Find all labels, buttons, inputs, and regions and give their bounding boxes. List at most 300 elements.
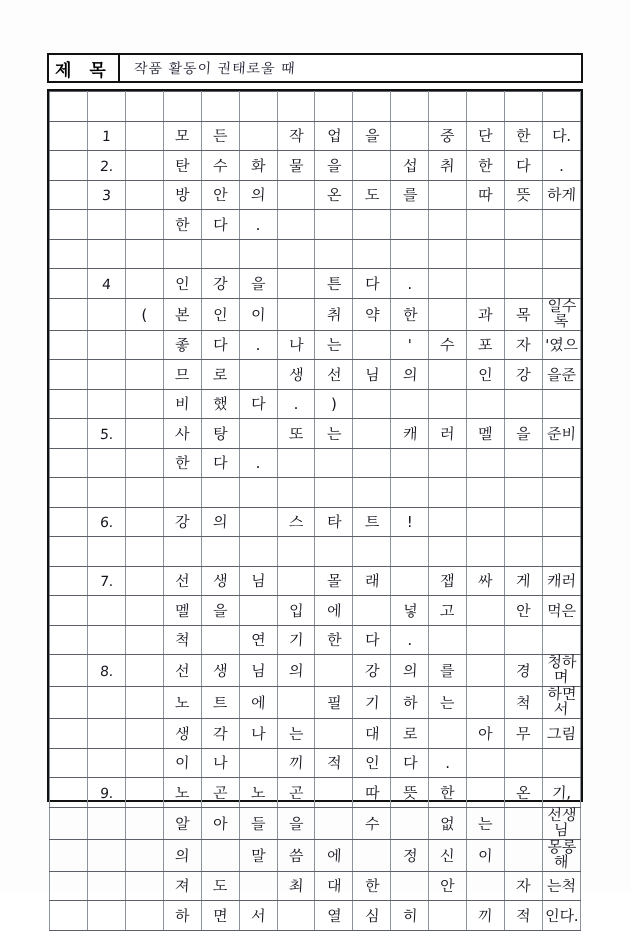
manuscript-cell[interactable]: [542, 719, 580, 749]
manuscript-cell[interactable]: [87, 839, 125, 871]
manuscript-cell[interactable]: [353, 807, 391, 839]
manuscript-cell[interactable]: [277, 478, 315, 508]
manuscript-cell[interactable]: [542, 298, 580, 330]
manuscript-cell[interactable]: [429, 269, 467, 299]
manuscript-cell[interactable]: [201, 719, 239, 749]
manuscript-cell[interactable]: [505, 389, 543, 419]
manuscript-cell[interactable]: [277, 839, 315, 871]
manuscript-cell[interactable]: [201, 596, 239, 626]
manuscript-cell[interactable]: [239, 478, 277, 508]
manuscript-cell[interactable]: [277, 596, 315, 626]
manuscript-cell[interactable]: [505, 901, 543, 931]
manuscript-cell[interactable]: [163, 807, 201, 839]
manuscript-cell[interactable]: [87, 871, 125, 901]
manuscript-cell[interactable]: [277, 778, 315, 808]
manuscript-cell[interactable]: [353, 537, 391, 567]
manuscript-cell[interactable]: [505, 507, 543, 537]
manuscript-cell[interactable]: [353, 507, 391, 537]
manuscript-cell[interactable]: [505, 596, 543, 626]
manuscript-cell[interactable]: [201, 448, 239, 478]
manuscript-cell[interactable]: [505, 269, 543, 299]
manuscript-cell[interactable]: [87, 537, 125, 567]
manuscript-cell[interactable]: [542, 269, 580, 299]
manuscript-cell[interactable]: [353, 269, 391, 299]
manuscript-cell[interactable]: [239, 839, 277, 871]
manuscript-cell[interactable]: [239, 596, 277, 626]
manuscript-cell[interactable]: [315, 298, 353, 330]
manuscript-cell[interactable]: [239, 687, 277, 719]
manuscript-cell[interactable]: [429, 239, 467, 269]
manuscript-cell[interactable]: [125, 719, 163, 749]
manuscript-cell[interactable]: [125, 748, 163, 778]
manuscript-cell[interactable]: [87, 778, 125, 808]
manuscript-cell[interactable]: [315, 448, 353, 478]
manuscript-cell[interactable]: [505, 151, 543, 181]
manuscript-cell[interactable]: [542, 871, 580, 901]
manuscript-cell[interactable]: [163, 901, 201, 931]
manuscript-cell[interactable]: [239, 807, 277, 839]
manuscript-cell[interactable]: [163, 151, 201, 181]
manuscript-cell[interactable]: [353, 655, 391, 687]
manuscript-cell[interactable]: [277, 419, 315, 449]
manuscript-cell[interactable]: [315, 871, 353, 901]
manuscript-cell[interactable]: [467, 537, 505, 567]
manuscript-cell[interactable]: [50, 901, 88, 931]
manuscript-cell[interactable]: [353, 151, 391, 181]
manuscript-cell[interactable]: [125, 210, 163, 240]
manuscript-cell[interactable]: [201, 298, 239, 330]
manuscript-cell[interactable]: [87, 807, 125, 839]
manuscript-cell[interactable]: [201, 419, 239, 449]
manuscript-cell[interactable]: [505, 239, 543, 269]
manuscript-cell[interactable]: [87, 566, 125, 596]
manuscript-cell[interactable]: [391, 839, 429, 871]
manuscript-cell[interactable]: [239, 871, 277, 901]
manuscript-cell[interactable]: [87, 419, 125, 449]
manuscript-cell[interactable]: [353, 596, 391, 626]
manuscript-cell[interactable]: [429, 839, 467, 871]
manuscript-cell[interactable]: [201, 478, 239, 508]
manuscript-cell[interactable]: [505, 298, 543, 330]
manuscript-cell[interactable]: [542, 655, 580, 687]
manuscript-cell[interactable]: [505, 748, 543, 778]
manuscript-cell[interactable]: [201, 180, 239, 210]
manuscript-cell[interactable]: [391, 239, 429, 269]
manuscript-cell[interactable]: [87, 448, 125, 478]
manuscript-cell[interactable]: [201, 210, 239, 240]
manuscript-cell[interactable]: [505, 871, 543, 901]
manuscript-cell[interactable]: [505, 839, 543, 871]
manuscript-cell[interactable]: [50, 121, 88, 151]
manuscript-cell[interactable]: [50, 389, 88, 419]
manuscript-cell[interactable]: [505, 778, 543, 808]
manuscript-cell[interactable]: [201, 748, 239, 778]
manuscript-cell[interactable]: [201, 507, 239, 537]
manuscript-cell[interactable]: [277, 566, 315, 596]
manuscript-cell[interactable]: [315, 839, 353, 871]
manuscript-cell[interactable]: [353, 298, 391, 330]
manuscript-cell[interactable]: [542, 807, 580, 839]
manuscript-cell[interactable]: [542, 839, 580, 871]
manuscript-cell[interactable]: [50, 419, 88, 449]
manuscript-cell[interactable]: [353, 566, 391, 596]
manuscript-cell[interactable]: [163, 655, 201, 687]
manuscript-cell[interactable]: [87, 719, 125, 749]
manuscript-cell[interactable]: [315, 419, 353, 449]
manuscript-cell[interactable]: [315, 92, 353, 122]
manuscript-cell[interactable]: [163, 478, 201, 508]
manuscript-cell[interactable]: [239, 330, 277, 360]
manuscript-cell[interactable]: [125, 389, 163, 419]
manuscript-cell[interactable]: [277, 121, 315, 151]
manuscript-cell[interactable]: [87, 330, 125, 360]
manuscript-cell[interactable]: [542, 389, 580, 419]
manuscript-cell[interactable]: [50, 566, 88, 596]
manuscript-cell[interactable]: [239, 92, 277, 122]
manuscript-cell[interactable]: [277, 92, 315, 122]
manuscript-cell[interactable]: [542, 901, 580, 931]
manuscript-cell[interactable]: [353, 360, 391, 390]
manuscript-cell[interactable]: [239, 448, 277, 478]
manuscript-cell[interactable]: [429, 448, 467, 478]
manuscript-cell[interactable]: [505, 92, 543, 122]
manuscript-cell[interactable]: [163, 448, 201, 478]
manuscript-cell[interactable]: [429, 687, 467, 719]
manuscript-cell[interactable]: [467, 330, 505, 360]
manuscript-cell[interactable]: [50, 778, 88, 808]
manuscript-cell[interactable]: [542, 625, 580, 655]
manuscript-cell[interactable]: [315, 778, 353, 808]
manuscript-cell[interactable]: [277, 239, 315, 269]
manuscript-cell[interactable]: [163, 719, 201, 749]
manuscript-cell[interactable]: [163, 298, 201, 330]
manuscript-cell[interactable]: [542, 507, 580, 537]
manuscript-cell[interactable]: [315, 719, 353, 749]
manuscript-cell[interactable]: [391, 298, 429, 330]
manuscript-cell[interactable]: [87, 389, 125, 419]
manuscript-cell[interactable]: [50, 596, 88, 626]
manuscript-cell[interactable]: [467, 719, 505, 749]
manuscript-cell[interactable]: [277, 807, 315, 839]
manuscript-cell[interactable]: [467, 625, 505, 655]
manuscript-cell[interactable]: [429, 389, 467, 419]
manuscript-cell[interactable]: [201, 121, 239, 151]
manuscript-cell[interactable]: [353, 239, 391, 269]
manuscript-cell[interactable]: [353, 389, 391, 419]
manuscript-cell[interactable]: [391, 448, 429, 478]
manuscript-cell[interactable]: [201, 687, 239, 719]
manuscript-cell[interactable]: [353, 92, 391, 122]
manuscript-cell[interactable]: [542, 239, 580, 269]
manuscript-cell[interactable]: [239, 121, 277, 151]
manuscript-cell[interactable]: [163, 330, 201, 360]
manuscript-cell[interactable]: [201, 360, 239, 390]
manuscript-cell[interactable]: [277, 269, 315, 299]
manuscript-cell[interactable]: [505, 655, 543, 687]
manuscript-cell[interactable]: [429, 507, 467, 537]
manuscript-cell[interactable]: [87, 210, 125, 240]
manuscript-cell[interactable]: [163, 871, 201, 901]
manuscript-cell[interactable]: [353, 180, 391, 210]
manuscript-cell[interactable]: [50, 871, 88, 901]
manuscript-cell[interactable]: [429, 360, 467, 390]
manuscript-cell[interactable]: [467, 839, 505, 871]
manuscript-cell[interactable]: [505, 330, 543, 360]
manuscript-cell[interactable]: [277, 180, 315, 210]
manuscript-cell[interactable]: [125, 537, 163, 567]
manuscript-cell[interactable]: [87, 121, 125, 151]
manuscript-cell[interactable]: [163, 180, 201, 210]
manuscript-cell[interactable]: [315, 389, 353, 419]
manuscript-cell[interactable]: [277, 389, 315, 419]
manuscript-cell[interactable]: [542, 92, 580, 122]
manuscript-cell[interactable]: [429, 596, 467, 626]
manuscript-cell[interactable]: [87, 478, 125, 508]
manuscript-cell[interactable]: [277, 748, 315, 778]
manuscript-cell[interactable]: [50, 360, 88, 390]
manuscript-cell[interactable]: [353, 778, 391, 808]
manuscript-cell[interactable]: [277, 448, 315, 478]
manuscript-cell[interactable]: [505, 719, 543, 749]
manuscript-cell[interactable]: [125, 269, 163, 299]
manuscript-cell[interactable]: [467, 419, 505, 449]
manuscript-cell[interactable]: [50, 655, 88, 687]
manuscript-cell[interactable]: [429, 537, 467, 567]
manuscript-cell[interactable]: [542, 566, 580, 596]
manuscript-cell[interactable]: [277, 537, 315, 567]
manuscript-cell[interactable]: [277, 330, 315, 360]
manuscript-cell[interactable]: [391, 180, 429, 210]
manuscript-cell[interactable]: [353, 478, 391, 508]
manuscript-cell[interactable]: [163, 360, 201, 390]
manuscript-cell[interactable]: [277, 625, 315, 655]
manuscript-cell[interactable]: [467, 748, 505, 778]
manuscript-cell[interactable]: [391, 901, 429, 931]
manuscript-cell[interactable]: [315, 687, 353, 719]
manuscript-cell[interactable]: [353, 719, 391, 749]
manuscript-cell[interactable]: [125, 507, 163, 537]
manuscript-cell[interactable]: [239, 239, 277, 269]
manuscript-cell[interactable]: [125, 596, 163, 626]
manuscript-cell[interactable]: [467, 92, 505, 122]
manuscript-cell[interactable]: [87, 901, 125, 931]
manuscript-cell[interactable]: [542, 330, 580, 360]
manuscript-cell[interactable]: [505, 448, 543, 478]
manuscript-cell[interactable]: [201, 330, 239, 360]
manuscript-cell[interactable]: [239, 719, 277, 749]
manuscript-cell[interactable]: [429, 419, 467, 449]
manuscript-cell[interactable]: [125, 330, 163, 360]
manuscript-cell[interactable]: [315, 121, 353, 151]
manuscript-cell[interactable]: [467, 239, 505, 269]
manuscript-cell[interactable]: [163, 507, 201, 537]
manuscript-cell[interactable]: [50, 151, 88, 181]
manuscript-cell[interactable]: [201, 655, 239, 687]
manuscript-cell[interactable]: [125, 298, 163, 330]
manuscript-cell[interactable]: [163, 566, 201, 596]
manuscript-cell[interactable]: [353, 625, 391, 655]
manuscript-cell[interactable]: [429, 151, 467, 181]
manuscript-cell[interactable]: [467, 151, 505, 181]
manuscript-cell[interactable]: [163, 778, 201, 808]
manuscript-cell[interactable]: [467, 269, 505, 299]
manuscript-cell[interactable]: [353, 210, 391, 240]
manuscript-cell[interactable]: [125, 239, 163, 269]
manuscript-cell[interactable]: [391, 807, 429, 839]
manuscript-cell[interactable]: [50, 507, 88, 537]
manuscript-cell[interactable]: [163, 269, 201, 299]
manuscript-cell[interactable]: [277, 687, 315, 719]
manuscript-cell[interactable]: [239, 360, 277, 390]
manuscript-cell[interactable]: [50, 210, 88, 240]
manuscript-cell[interactable]: [201, 807, 239, 839]
manuscript-cell[interactable]: [201, 537, 239, 567]
manuscript-cell[interactable]: [505, 360, 543, 390]
manuscript-cell[interactable]: [239, 269, 277, 299]
manuscript-cell[interactable]: [505, 625, 543, 655]
manuscript-cell[interactable]: [391, 566, 429, 596]
manuscript-cell[interactable]: [542, 121, 580, 151]
manuscript-cell[interactable]: [315, 180, 353, 210]
manuscript-cell[interactable]: [467, 871, 505, 901]
manuscript-cell[interactable]: [505, 478, 543, 508]
manuscript-cell[interactable]: [391, 360, 429, 390]
manuscript-cell[interactable]: [87, 625, 125, 655]
manuscript-cell[interactable]: [429, 92, 467, 122]
manuscript-cell[interactable]: [429, 478, 467, 508]
manuscript-cell[interactable]: [239, 537, 277, 567]
manuscript-cell[interactable]: [391, 92, 429, 122]
manuscript-cell[interactable]: [239, 655, 277, 687]
manuscript-cell[interactable]: [353, 419, 391, 449]
manuscript-cell[interactable]: [87, 687, 125, 719]
manuscript-cell[interactable]: [277, 655, 315, 687]
manuscript-cell[interactable]: [277, 210, 315, 240]
manuscript-cell[interactable]: [315, 807, 353, 839]
manuscript-cell[interactable]: [125, 92, 163, 122]
manuscript-cell[interactable]: [467, 778, 505, 808]
manuscript-cell[interactable]: [315, 566, 353, 596]
manuscript-cell[interactable]: [125, 360, 163, 390]
manuscript-cell[interactable]: [163, 121, 201, 151]
manuscript-cell[interactable]: [87, 596, 125, 626]
manuscript-cell[interactable]: [467, 180, 505, 210]
manuscript-cell[interactable]: [467, 478, 505, 508]
manuscript-cell[interactable]: [467, 507, 505, 537]
manuscript-cell[interactable]: [353, 330, 391, 360]
manuscript-cell[interactable]: [467, 566, 505, 596]
manuscript-cell[interactable]: [542, 448, 580, 478]
manuscript-cell[interactable]: [467, 687, 505, 719]
manuscript-cell[interactable]: [353, 901, 391, 931]
manuscript-cell[interactable]: [50, 537, 88, 567]
manuscript-cell[interactable]: [542, 778, 580, 808]
manuscript-cell[interactable]: [315, 625, 353, 655]
manuscript-cell[interactable]: [467, 807, 505, 839]
manuscript-cell[interactable]: [391, 748, 429, 778]
manuscript-cell[interactable]: [239, 210, 277, 240]
manuscript-cell[interactable]: [87, 269, 125, 299]
manuscript-cell[interactable]: [277, 360, 315, 390]
manuscript-cell[interactable]: [467, 596, 505, 626]
manuscript-cell[interactable]: [429, 807, 467, 839]
manuscript-cell[interactable]: [201, 92, 239, 122]
manuscript-cell[interactable]: [429, 625, 467, 655]
manuscript-cell[interactable]: [391, 210, 429, 240]
manuscript-cell[interactable]: [201, 151, 239, 181]
manuscript-cell[interactable]: [429, 330, 467, 360]
manuscript-cell[interactable]: [50, 807, 88, 839]
manuscript-cell[interactable]: [239, 566, 277, 596]
manuscript-cell[interactable]: [505, 687, 543, 719]
manuscript-cell[interactable]: [542, 596, 580, 626]
manuscript-cell[interactable]: [315, 901, 353, 931]
manuscript-cell[interactable]: [505, 537, 543, 567]
manuscript-cell[interactable]: [505, 121, 543, 151]
manuscript-cell[interactable]: [163, 596, 201, 626]
manuscript-cell[interactable]: [315, 269, 353, 299]
manuscript-cell[interactable]: [467, 901, 505, 931]
manuscript-cell[interactable]: [50, 478, 88, 508]
manuscript-cell[interactable]: [125, 448, 163, 478]
manuscript-cell[interactable]: [542, 419, 580, 449]
manuscript-cell[interactable]: [429, 901, 467, 931]
manuscript-cell[interactable]: [163, 687, 201, 719]
manuscript-cell[interactable]: [87, 360, 125, 390]
manuscript-cell[interactable]: [277, 871, 315, 901]
manuscript-cell[interactable]: [239, 748, 277, 778]
manuscript-cell[interactable]: [50, 92, 88, 122]
manuscript-cell[interactable]: [315, 239, 353, 269]
manuscript-cell[interactable]: [391, 151, 429, 181]
manuscript-cell[interactable]: [50, 625, 88, 655]
manuscript-cell[interactable]: [201, 389, 239, 419]
manuscript-cell[interactable]: [50, 330, 88, 360]
manuscript-cell[interactable]: [163, 210, 201, 240]
manuscript-cell[interactable]: [125, 478, 163, 508]
manuscript-cell[interactable]: [315, 537, 353, 567]
manuscript-cell[interactable]: [429, 180, 467, 210]
manuscript-cell[interactable]: [201, 625, 239, 655]
manuscript-cell[interactable]: [277, 298, 315, 330]
manuscript-cell[interactable]: [467, 360, 505, 390]
manuscript-cell[interactable]: [201, 778, 239, 808]
manuscript-cell[interactable]: [429, 210, 467, 240]
manuscript-cell[interactable]: [505, 210, 543, 240]
manuscript-cell[interactable]: [277, 507, 315, 537]
manuscript-cell[interactable]: [125, 625, 163, 655]
manuscript-cell[interactable]: [391, 121, 429, 151]
manuscript-cell[interactable]: [315, 360, 353, 390]
manuscript-cell[interactable]: [125, 807, 163, 839]
manuscript-cell[interactable]: [391, 389, 429, 419]
manuscript-cell[interactable]: [353, 839, 391, 871]
manuscript-cell[interactable]: [50, 719, 88, 749]
manuscript-cell[interactable]: [163, 748, 201, 778]
manuscript-cell[interactable]: [505, 807, 543, 839]
manuscript-cell[interactable]: [125, 566, 163, 596]
manuscript-cell[interactable]: [391, 719, 429, 749]
manuscript-cell[interactable]: [505, 419, 543, 449]
manuscript-cell[interactable]: [315, 748, 353, 778]
manuscript-cell[interactable]: [315, 655, 353, 687]
manuscript-cell[interactable]: [391, 778, 429, 808]
manuscript-cell[interactable]: [125, 839, 163, 871]
manuscript-cell[interactable]: [391, 419, 429, 449]
manuscript-cell[interactable]: [50, 748, 88, 778]
manuscript-cell[interactable]: [467, 298, 505, 330]
manuscript-cell[interactable]: [125, 151, 163, 181]
